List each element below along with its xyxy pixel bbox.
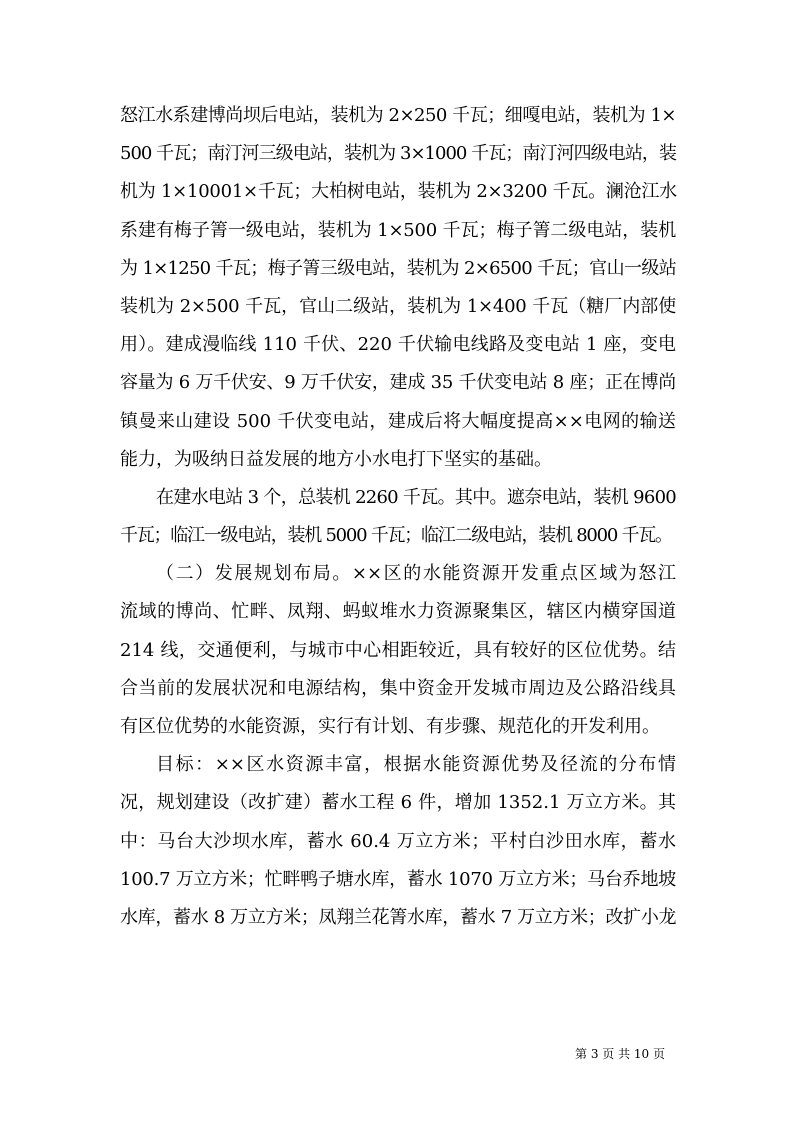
text-line: 机为 1×10001×千瓦；大柏树电站，装机为 2×3200 千瓦。澜沧江水 bbox=[120, 181, 677, 203]
text-line: 流域的博尚、忙畔、凤翔、蚂蚁堆水力资源聚集区，辖区内横穿国道 bbox=[120, 601, 676, 623]
text-line: 为 1×1250 千瓦；梅子箐三级电站，装机为 2×6500 千瓦；官山一级站 bbox=[120, 257, 676, 279]
text-line: 千瓦；临江一级电站，装机 5000 千瓦；临江二级电站，装机 8000 千瓦。 bbox=[120, 525, 672, 547]
text-line: 目标：××区水资源丰富，根据水能资源优势及径流的分布情 bbox=[156, 754, 676, 776]
body-text bbox=[120, 97, 676, 937]
page-number-footer: 第 3 页 共 10 页 bbox=[575, 1047, 665, 1061]
text-line: 中：马台大沙坝水库，蓄水 60.4 万立方米；平村白沙田水库，蓄水 bbox=[120, 830, 676, 852]
text-line: 系建有梅子箐一级电站，装机为 1×500 千瓦；梅子箐二级电站，装机 bbox=[120, 219, 676, 241]
text-line: 况，规划建设（改扩建）蓄水工程 6 件，增加 1352.1 万立方米。其 bbox=[120, 792, 676, 814]
text-line: 有区位优势的水能资源，实行有计划、有步骤、规范化的开发利用。 bbox=[120, 716, 660, 737]
text-line: 镇曼来山建设 500 千伏变电站，建成后将大幅度提高××电网的输送 bbox=[120, 410, 676, 432]
text-line: 容量为 6 万千伏安、9 万千伏安，建成 35 千伏变电站 8 座；正在博尚 bbox=[120, 372, 676, 394]
text-line: 214 线，交通便利，与城市中心相距较近，具有较好的区位优势。结 bbox=[120, 639, 676, 661]
text-line: （二）发展规划布局。××区的水能资源开发重点区域为怒江 bbox=[156, 563, 676, 585]
text-line: 在建水电站 3 个，总装机 2260 千瓦。其中。遮奈电站，装机 9600 bbox=[156, 486, 676, 508]
text-line: 装机为 2×500 千瓦，官山二级站，装机为 1×400 千瓦（糖厂内部使 bbox=[120, 295, 676, 317]
text-line: 合当前的发展状况和电源结构，集中资金开发城市周边及公路沿线具 bbox=[120, 677, 676, 699]
text-line: 500 千瓦；南汀河三级电站，装机为 3×1000 千瓦；南汀河四级电站，装 bbox=[120, 143, 676, 165]
text-line: 用）。建成漫临线 110 千伏、220 千伏输电线路及变电站 1 座，变电 bbox=[120, 334, 676, 356]
text-line: 能力，为吸纳日益发展的地方小水电打下坚实的基础。 bbox=[120, 448, 552, 470]
text-line: 怒江水系建博尚坝后电站，装机为 2×250 千瓦；细嘎电站，装机为 1× bbox=[120, 105, 676, 126]
text-line: 100.7 万立方米；忙畔鸭子塘水库，蓄水 1070 万立方米；马台乔地坡 bbox=[120, 868, 676, 890]
text-line: 水库，蓄水 8 万立方米；凤翔兰花箐水库，蓄水 7 万立方米；改扩小龙 bbox=[120, 906, 676, 928]
